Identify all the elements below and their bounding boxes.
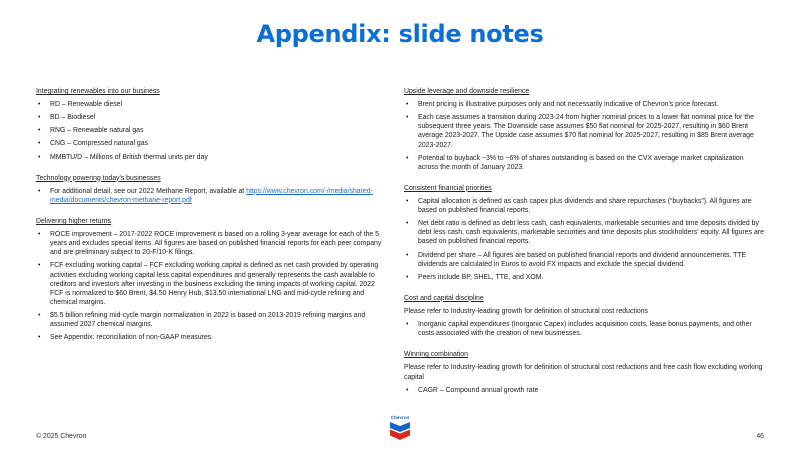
chevron-logo [388,414,412,442]
bullet-list [404,386,764,395]
slide-title: Appendix: slide notes [256,20,544,48]
list-item: • ROCE improvement – 2017-2022 ROCE improvement is based on a rolling 3-year average for each of the 5 years and excludes special items. All figures are based on published financial reports for each peer company and are preliminary subject to 20-F/10-K filings. [36,230,386,257]
logo-chevron-blue-icon [390,422,410,432]
list-item: • Capital allocation is defined as cash capex plus dividends and share repurchases (“buybacks”). All figures are based on published financial reports. [404,197,764,215]
list-item: • CAGR – Compound annual growth rate [404,386,764,395]
bullet-list [36,187,386,205]
section-returns [36,217,386,342]
section-technology [36,174,386,205]
list-item: • Inorganic capital expenditures (Inorganic Capex) includes acquisition costs, lease bonus payments, and other costs associated with the creation of new businesses. [404,320,764,338]
section-financial-priorities [404,184,764,282]
list-item: • CNG – Compressed natural gas [36,139,386,148]
copyright: © 2025 Chevron [36,433,87,440]
section-heading: Technology powering today's businesses [36,174,161,182]
list-item: • RNG – Renewable natural gas [36,126,386,135]
bullet-list [404,320,764,338]
methane-report-link[interactable]: https://www.chevron.com/-/media/shared-media/documents/chevron-methane-report.pdf [50,187,373,204]
section-paragraph: Please refer to Industry-leading growth for definition of structural cost reductions and free cash flow excluding working capital [404,364,763,381]
section-paragraph: Please refer to Industry-leading growth for definition of structural cost reductions [404,307,648,315]
list-item: • Each case assumes a transition during 2023-24 from higher nominal prices to a lower flat nominal price for the subsequent three years. The Downside case assumes $50 flat nominal for 2025-2027, resulting in $60 Brent average 2023-2027. The Upside case assumes $70 flat nominal for 2025-2027, resulting in $85 Brent average 2023-2027. [404,113,764,149]
list-item: • Dividend per share – All figures are based on published financial reports and dividend announcements. TTE dividends are calculated in Euros to avoid FX impacts and exclude the special dividend. [404,251,764,269]
section-upside-leverage [404,87,764,172]
list-item: • Peers include BP, SHEL, TTE, and XOM. [404,273,764,282]
list-item: • RD – Renewable diesel [36,100,386,109]
section-heading: Consistent financial priorities [404,184,492,192]
list-item: • See Appendix: reconciliation of non-GAAP measures. [36,333,386,342]
page-number: 46 [756,433,764,440]
right-column [404,87,764,407]
list-item: • FCF excluding working capital – FCF excluding working capital is defined as net cash provided by operating activities excluding working capital less capital expenditures and generally represents the cash available to creditors and investors after investing in the business excluding the timing impacts of working capital. 2022 FCF is normalized to $60 Brent, $4.50 Henry Hub, $13.50 international LNG and mid-cycle refining and chemical margins. [36,261,386,307]
left-column [36,87,386,354]
list-item: • MMBTU/D – Millions of British thermal units per day [36,153,386,162]
section-heading: Integrating renewables into our business [36,88,160,95]
bullet-list [36,100,386,162]
list-item: • Brent pricing is illustrative purposes only and not necessarily indicative of Chevron's price forecast. [404,100,764,109]
section-heading: Winning combination [404,351,468,359]
list-item: • Net debt ratio is defined as debt less cash, cash equivalents, marketable securities and time deposits divided by debt less cash, cash equivalents, marketable securities and time deposits plus stockholders' equity. All figures are based on published financial reports. [404,219,764,246]
section-heading: Cost and capital discipline [404,294,484,302]
bullet-list [404,100,764,172]
section-heading: Upside leverage and downside resilience [404,88,530,95]
bullet-list [36,230,386,342]
section-heading: Delivering higher returns [36,217,112,225]
list-item: • $5.5 billion refining mid-cycle margin normalization in 2022 is based on 2013-2019 refining margins and assumed 2027 chemical margins. [36,311,386,329]
list-item: • Potential to buyback ~3% to ~6% of shares outstanding is based on the CVX average market capitalization across the month of January 2023. [404,154,764,172]
bullet-list [404,197,764,282]
list-item [36,187,386,205]
list-item: • BD – Biodiesel [36,113,386,122]
section-winning-combination [404,350,764,394]
section-renewables [36,87,386,162]
logo-wordmark: Chevron [390,415,410,420]
list-item-text: For additional detail, see our 2022 Methane Report, available at [50,187,247,195]
section-cost-discipline [404,294,764,338]
